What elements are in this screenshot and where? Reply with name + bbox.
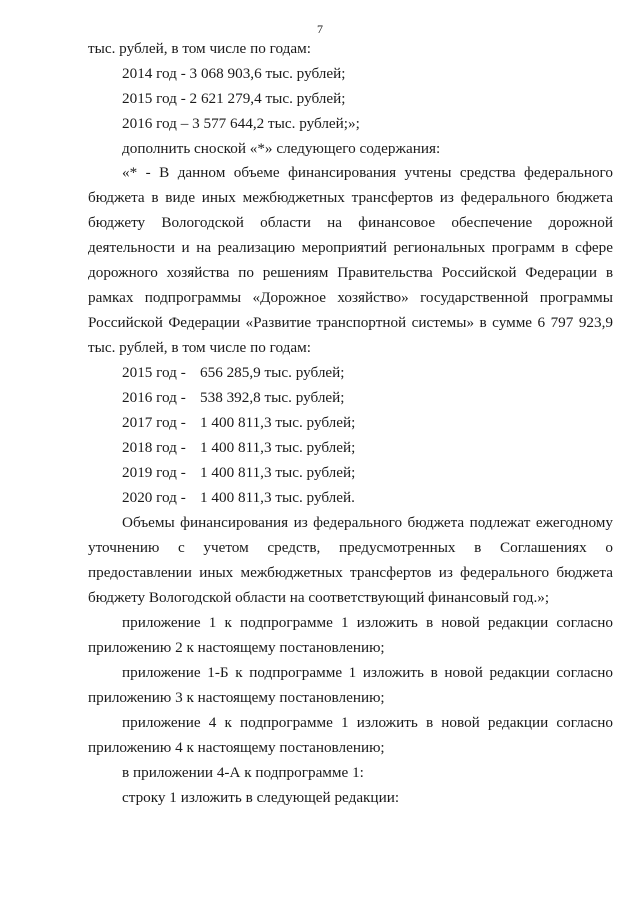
text-line: приложение 4 к подпрограмме 1 изложить в новой редакции согласно	[122, 714, 613, 731]
text-line: тыс. рублей, в том числе по годам:	[88, 40, 311, 57]
page-number: 7	[317, 22, 323, 36]
footnote-line: бюджета в виде иных межбюджетных трансфертов из федерального бюджета	[88, 189, 613, 206]
footnote-line: рамках подпрограммы «Дорожное хозяйство» государственной программы	[88, 289, 613, 306]
footnote-line: бюджету Вологодской области на финансовое обеспечение дорожной	[88, 214, 613, 231]
year-row: 2018 год - 1 400 811,3 тыс. рублей;	[122, 439, 356, 456]
footnote-line: «* - В данном объеме финансирования учтены средства федерального	[122, 164, 613, 181]
text-line: в приложении 4-А к подпрограмме 1:	[122, 764, 364, 781]
text-line: приложение 1 к подпрограмме 1 изложить в новой редакции согласно	[122, 614, 613, 631]
footnote-line: дорожного хозяйства по решениям Правительства Российской Федерации в	[88, 264, 613, 281]
footnote-line: тыс. рублей, в том числе по годам:	[88, 339, 311, 356]
text-line: Объемы финансирования из федерального бюджета подлежат ежегодному	[122, 514, 613, 531]
year-row: 2019 год - 1 400 811,3 тыс. рублей;	[122, 464, 356, 481]
text-line: приложению 4 к настоящему постановлению;	[88, 739, 385, 756]
text-line: 2015 год - 2 621 279,4 тыс. рублей;	[122, 90, 346, 107]
text-line: дополнить сноской «*» следующего содержания:	[122, 140, 441, 157]
text-line: приложению 3 к настоящему постановлению;	[88, 689, 385, 706]
text-line: уточнению с учетом средств, предусмотренных в Соглашениях о	[88, 539, 613, 556]
year-row: 2020 год - 1 400 811,3 тыс. рублей.	[122, 489, 355, 506]
text-line: предоставлении иных межбюджетных трансфертов из федерального бюджета	[88, 564, 613, 581]
text-line: строку 1 изложить в следующей редакции:	[122, 789, 400, 806]
text-line: 2014 год - 3 068 903,6 тыс. рублей;	[122, 65, 346, 82]
text-line: приложению 2 к настоящему постановлению;	[88, 639, 385, 656]
footnote-line: Российской Федерации «Развитие транспортной системы» в сумме 6 797 923,9	[88, 314, 613, 331]
year-row: 2016 год - 538 392,8 тыс. рублей;	[122, 389, 345, 406]
year-row: 2017 год - 1 400 811,3 тыс. рублей;	[122, 414, 356, 431]
text-line: 2016 год – 3 577 644,2 тыс. рублей;»;	[122, 115, 360, 132]
year-row: 2015 год - 656 285,9 тыс. рублей;	[122, 364, 345, 381]
footnote-line: деятельности и на реализацию мероприятий региональных программ в сфере	[88, 239, 613, 256]
text-line: приложение 1-Б к подпрограмме 1 изложить в новой редакции согласно	[122, 664, 613, 681]
text-line: бюджету Вологодской области на соответствующий финансовый год.»;	[88, 589, 550, 606]
